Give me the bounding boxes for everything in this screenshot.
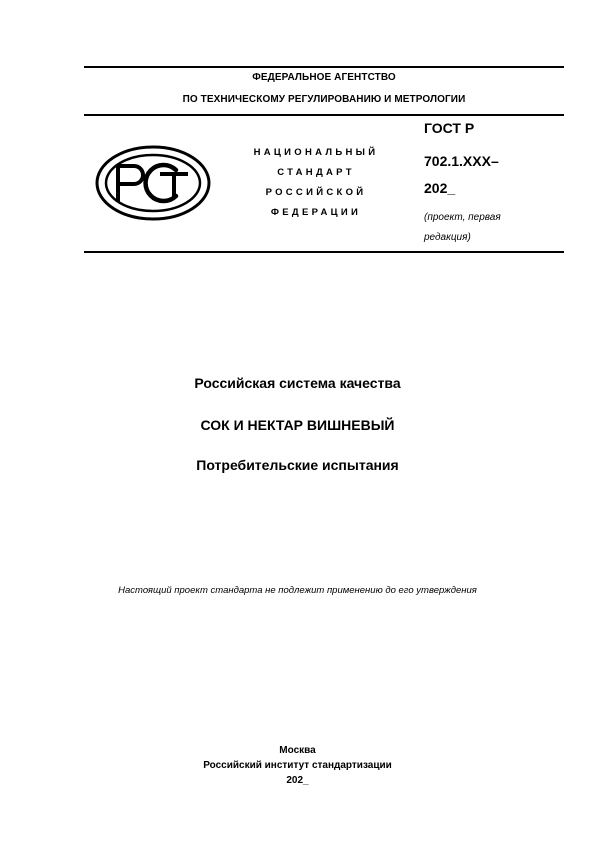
footer-publisher: Российский институт стандартизации	[203, 760, 392, 771]
subject-title: Потребительские испытания	[196, 457, 399, 473]
draft-notice: Настоящий проект стандарта не подлежит применению до его утверждения	[118, 585, 477, 596]
top-rule	[84, 66, 564, 68]
designation-line1: ГОСТ Р	[424, 120, 475, 136]
agency-name-line2: ПО ТЕХНИЧЕСКОМУ РЕГУЛИРОВАНИЮ И МЕТРОЛОГИИ	[182, 94, 466, 105]
rst-gost-logo-icon	[94, 144, 212, 222]
draft-status-line2: редакция)	[424, 232, 471, 243]
standard-type-line1: НАЦИОНАЛЬНЫЙ	[253, 147, 379, 158]
agency-name-line1: ФЕДЕРАЛЬНОЕ АГЕНТСТВО	[252, 72, 396, 83]
designation-line3: 202_	[424, 180, 456, 196]
designation-line2: 702.1.XXX–	[424, 153, 499, 169]
standard-type-line4: ФЕДЕРАЦИИ	[270, 207, 362, 218]
header-rule	[84, 114, 564, 116]
draft-status-line1: (проект, первая	[424, 212, 501, 223]
product-title: СОК И НЕКТАР ВИШНЕВЫЙ	[200, 417, 395, 433]
standard-type-line2: СТАНДАРТ	[277, 167, 355, 178]
footer-year: 202_	[286, 775, 309, 786]
standard-type-line3: РОССИЙСКОЙ	[265, 187, 367, 198]
bottom-rule	[84, 251, 564, 253]
standard-type	[228, 143, 404, 223]
footer-city: Москва	[279, 745, 316, 756]
series-title: Российская система качества	[194, 375, 401, 391]
